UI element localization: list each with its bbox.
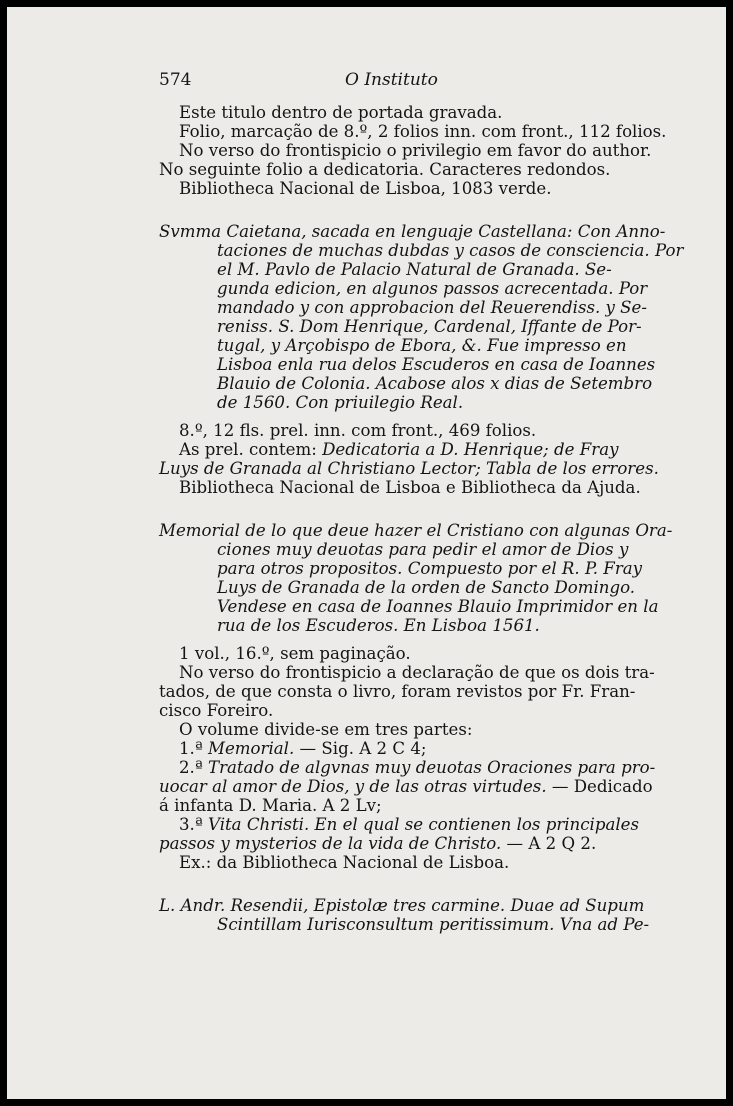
title-line: rua de los Escuderos. En Lisboa 1561. [217, 616, 540, 635]
part-signature: — Sig. A 2 C 4; [294, 739, 427, 758]
note-line: Folio, marcação de 8.º, 2 folios inn. com front., 112 folios. [179, 122, 667, 141]
part-title: Memorial. [208, 739, 295, 758]
note-line: Ex.: da Bibliotheca Nacional de Lisboa. [179, 853, 510, 872]
entry-2-notes [159, 421, 659, 497]
prel-intro: As prel. contem: [179, 440, 323, 459]
title-line: tugal, y Arçobispo de Ebora, &. Fue impresso en [217, 336, 627, 355]
running-title: O Instituto [345, 70, 438, 90]
note-line [159, 440, 645, 459]
part-number: 3.ª [179, 815, 208, 834]
title-line: mandado y con approbacion del Reuerendiss. y Se- [217, 298, 647, 317]
note-line: No verso do frontispicio a declaração de que os dois tra- [179, 663, 655, 682]
part-2-line [159, 758, 656, 777]
entry-3-notes [159, 644, 656, 872]
book-page [7, 7, 726, 1099]
part-3-line [159, 815, 645, 834]
part-dedication: — Dedicado [546, 777, 653, 796]
note-line: Bibliotheca Nacional de Lisboa, 1083 verde. [179, 179, 552, 198]
entry-3-title [159, 521, 673, 635]
part-3-line-cont [159, 834, 645, 853]
page-number: 574 [159, 70, 192, 90]
part-title: Vita Christi. En el qual se contienen los principales [208, 815, 639, 834]
note-line: cisco Foreiro. [159, 701, 274, 720]
part-number: 2.ª [179, 758, 208, 777]
note-line: Bibliotheca Nacional de Lisboa e Bibliotheca da Ajuda. [179, 478, 641, 497]
part-title: Tratado de algvnas muy deuotas Oraciones para pro- [208, 758, 656, 777]
note-line: 1 vol., 16.º, sem paginação. [179, 644, 411, 663]
entry-1-notes [159, 103, 667, 198]
page-content [159, 70, 684, 943]
note-line: tados, de que consta o livro, foram revistos por Fr. Fran- [159, 682, 636, 701]
note-line: Luys de Granada al Christiano Lector; Tabla de los errores. [159, 459, 659, 478]
part-title: passos y mysterios de la vida de Christo. [159, 834, 502, 853]
title-line: taciones de muchas dubdas y casos de consciencia. Por [217, 241, 684, 260]
title-line: para otros propositos. Compuesto por el R. P. Fray [217, 559, 643, 578]
title-line: Svmma Caietana, sacada en lenguaje Castellana: Con Anno- [159, 222, 666, 241]
title-line: Scintillam Iurisconsultum peritissimum. Vna ad Pe- [217, 915, 650, 934]
title-line: Luys de Granada de la orden de Sancto Domingo. [217, 578, 636, 597]
part-2-line-cont [159, 777, 653, 796]
title-line: de 1560. Con priuilegio Real. [217, 393, 464, 412]
note-line: No verso do frontispicio o privilegio em favor do author. [179, 141, 652, 160]
part-number: 1.ª [179, 739, 208, 758]
title-line: ciones muy deuotas para pedir el amor de Dios y [217, 540, 629, 559]
note-line: 8.º, 12 fls. prel. inn. com front., 469 folios. [179, 421, 537, 440]
note-line: O volume divide-se em tres partes: [179, 720, 473, 739]
title-line: el M. Pavlo de Palacio Natural de Granada. Se- [217, 260, 612, 279]
entry-2-title [159, 222, 684, 412]
part-1-line [159, 739, 645, 758]
note-line: á infanta D. Maria. A 2 Lv; [159, 796, 382, 815]
title-line: Lisboa enla rua delos Escuderos en casa de Ioannes [217, 355, 656, 374]
part-signature: — A 2 Q 2. [501, 834, 597, 853]
title-line: Memorial de lo que deue hazer el Cristiano con algunas Ora- [159, 521, 673, 540]
page-header [159, 71, 645, 95]
note-line: No seguinte folio a dedicatoria. Caracteres redondos. [159, 160, 611, 179]
note-line: Este titulo dentro de portada gravada. [179, 103, 503, 122]
title-line: reniss. S. Dom Henrique, Cardenal, Iffante de Por- [217, 317, 642, 336]
title-line: Vendese en casa de Ioannes Blauio Imprimidor en la [217, 597, 659, 616]
title-line: Blauio de Colonia. Acabose alos x dias de Setembro [217, 374, 653, 393]
title-line: gunda edicion, en algunos passos acrecentada. Por [217, 279, 648, 298]
title-line: L. Andr. Resendii, Epistolæ tres carmine. Duae ad Supum [159, 896, 645, 915]
prel-italic: Dedicatoria a D. Henrique; de Fray [322, 440, 619, 459]
entry-4-title [159, 896, 650, 934]
part-title: uocar al amor de Dios, y de las otras virtudes. [159, 777, 547, 796]
